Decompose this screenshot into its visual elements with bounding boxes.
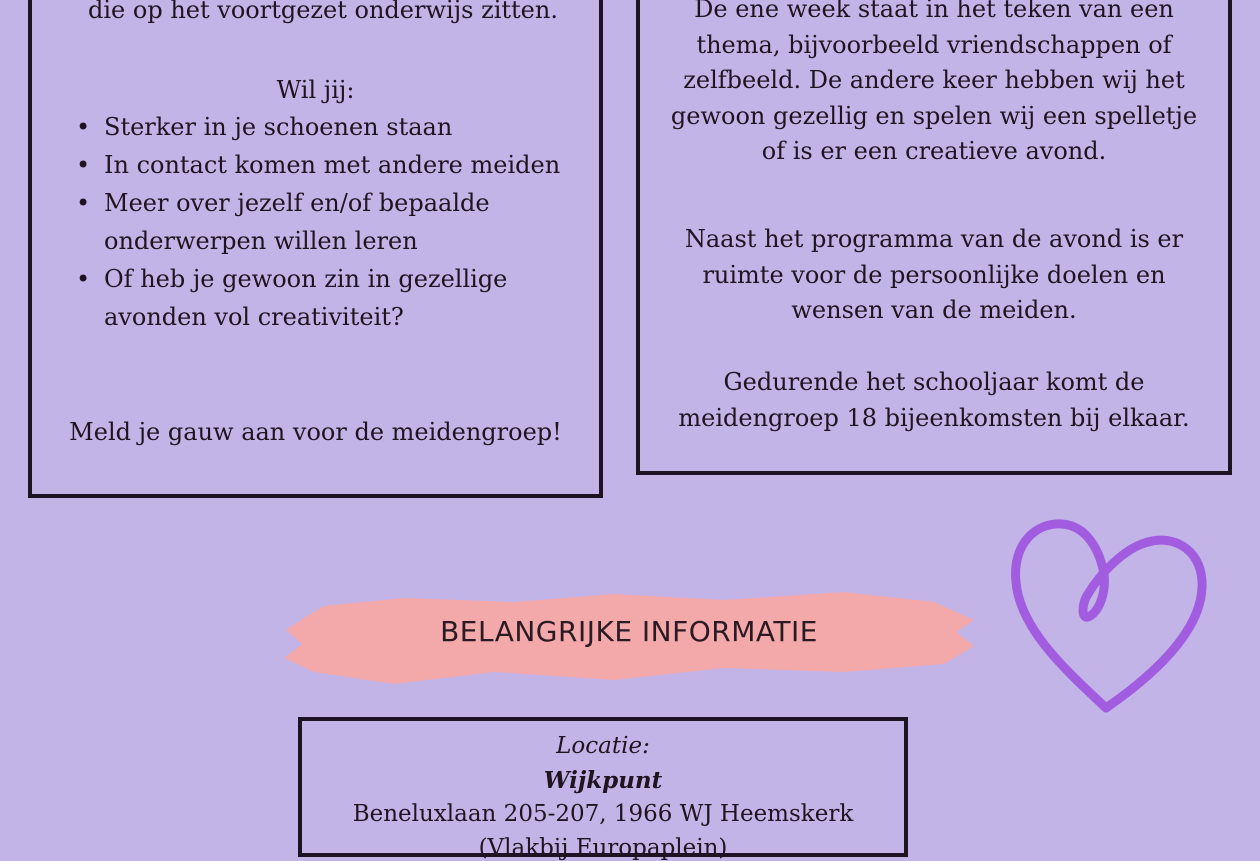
location-label: Locatie: <box>556 733 650 759</box>
program-paragraph-3: Gedurende het schooljaar komt de meidengroep 18 bijeenkomsten bij elkaar. <box>678 368 1190 432</box>
list-item: • Sterker in je schoenen staan <box>104 108 574 146</box>
intro-box <box>28 0 603 498</box>
question-heading: Wil jij: <box>276 76 355 104</box>
location-note: (Vlakbij Europaplein) <box>478 835 728 861</box>
list-item: • In contact komen met andere meiden <box>104 146 574 184</box>
program-paragraph-1: De ene week staat in het teken van een thema, bijvoorbeeld vriendschappen of zelfbeeld. De andere keer hebben wij het gewoon gezellig en spelen wij een spelletje of is er een creatieve avond. <box>670 0 1198 165</box>
list-item: • Meer over jezelf en/of bepaalde onderwerpen willen leren <box>104 184 574 260</box>
intro-top-line: die op het voortgezet onderwijs zitten. <box>88 0 558 24</box>
call-to-action: Meld je gauw aan voor de meidengroep! <box>69 418 562 446</box>
banner-label: BELANGRIJKE INFORMATIE <box>440 615 818 648</box>
question-list <box>104 108 574 336</box>
location-address: Beneluxlaan 205-207, 1966 WJ Heemskerk <box>352 801 854 827</box>
program-paragraph-2: Naast het programma van de avond is er ruimte voor de persoonlijke doelen en wensen van de meiden. <box>684 225 1184 324</box>
list-item: • Of heb je gewoon zin in gezellige avonden vol creativiteit? <box>104 260 574 336</box>
heart-outline-icon <box>1008 512 1213 717</box>
program-box <box>636 0 1232 475</box>
location-name: Wijkpunt <box>543 767 663 794</box>
location-box <box>298 717 908 861</box>
